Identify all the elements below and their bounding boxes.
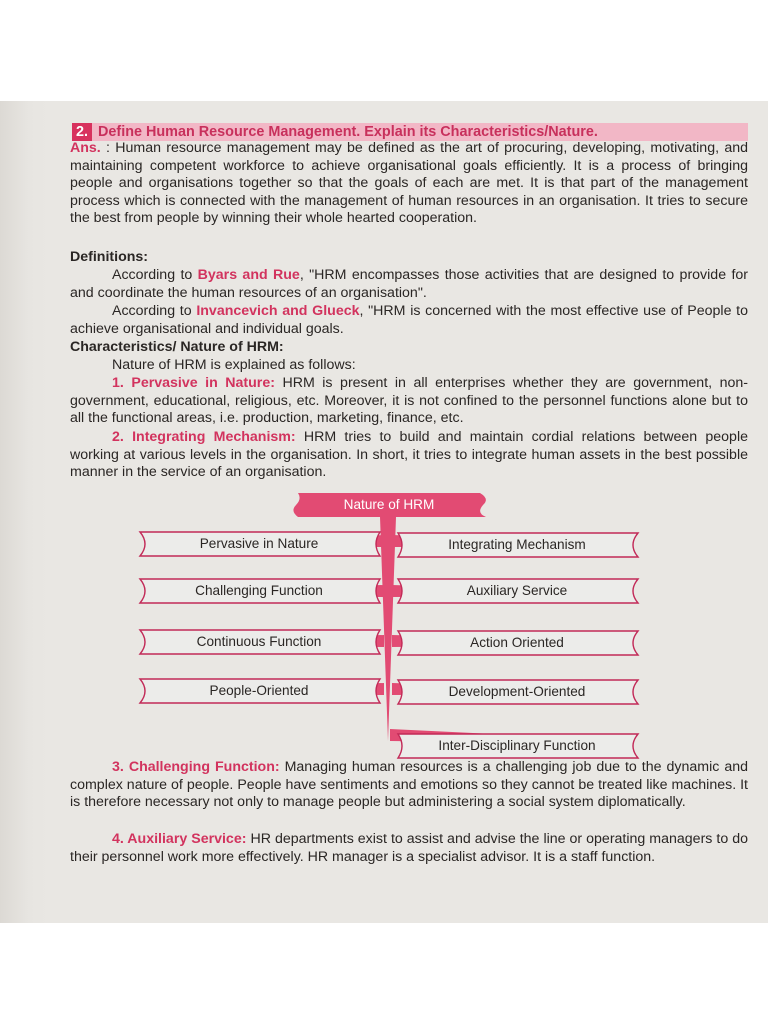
page-sheet [0,101,768,923]
definition-2-prefix: According to [112,303,197,319]
characteristics-intro: Nature of HRM is explained as follows: [112,357,356,373]
point-2-title: 2. Integrating Mechanism: [112,429,296,445]
definition-1-text: , "HRM encompasses those activities that are designed to provide for and coordinate the human resources of an organisation". [70,267,748,301]
point-1-text: HRM is present in all enterprises whether they are government, non-government, educational, religious, etc. Moreover, it is not confined to the personnel functions alone but to all the functional areas, i.e. production, marketing, finance, etc. [70,375,748,427]
definition-2 [70,303,748,338]
definition-2-text: , "HRM is concerned with the most effective use of People to achieve organisational and individual goals. [70,303,748,337]
diagram-right-label-5: Inter-Disciplinary Function [438,738,596,753]
diagram-left-label-3: Continuous Function [196,634,322,649]
diagram-left-label-1: Pervasive in Nature [199,536,319,551]
diagram-left-label-4: People-Oriented [209,683,309,698]
diagram-right-label-4: Development-Oriented [448,684,586,699]
point-1-title: 1. Pervasive in Nature: [112,375,275,391]
definitions-heading: Definitions: [70,249,149,265]
point-4-text: HR departments exist to assist and advise the line or operating managers to do their personnel work more effectively. HR manager is a specialist advisor. It is a staff function. [70,831,748,865]
definition-1 [70,267,748,302]
diagram-svg [0,493,768,763]
point-3-title: 3. Challenging Function: [112,759,280,775]
nature-of-hrm-diagram [0,493,768,763]
diagram-right-label-2: Auxiliary Service [466,583,568,598]
definition-1-prefix: According to [112,267,198,283]
point-4 [70,831,748,866]
diagram-trunk [380,517,396,741]
definition-2-authors: Invancevich and Glueck [196,303,360,319]
question-number: 2. [72,123,92,141]
diagram-right-label-3: Action Oriented [470,635,564,650]
point-3 [70,759,748,812]
question-title: Define Human Resource Management. Explain its Characteristics/Nature. [98,124,598,140]
question-heading [72,123,748,141]
answer-paragraph [70,140,748,228]
characteristics-heading: Characteristics/ Nature of HRM: [70,339,284,355]
answer-label: Ans. [70,140,101,156]
answer-text: : Human resource management may be defined as the art of procuring, developing, motivating, and maintaining competent workforce to achieve organisational goals efficiently. It is a process of bringing people and organisations together so that the goals of each are met. It is that part of the management process which is connected with the management of human resources in an organisation. It tries to secure the best from people by winning their whole hearted cooperation. [70,140,748,227]
point-1 [70,375,748,428]
point-2-text: HRM tries to build and maintain cordial relations between people working at various levels in the organisation. In short, it tries to integrate human assets in the best possible manner in the service of an organisation. [70,429,748,481]
point-3-text: Managing human resources is a challenging job due to the dynamic and complex nature of people. People have sentiments and emotions so they cannot be treated like machines. It is therefore necessary not only to manage people but administering a social system diplomatically. [70,759,748,811]
diagram-root-label: Nature of HRM [343,497,435,512]
diagram-right-label-1: Integrating Mechanism [448,537,586,552]
point-2 [70,429,748,482]
definition-1-authors: Byars and Rue [197,267,300,283]
point-4-title: 4. Auxiliary Service: [112,831,247,847]
diagram-left-label-2: Challenging Function [195,583,323,598]
